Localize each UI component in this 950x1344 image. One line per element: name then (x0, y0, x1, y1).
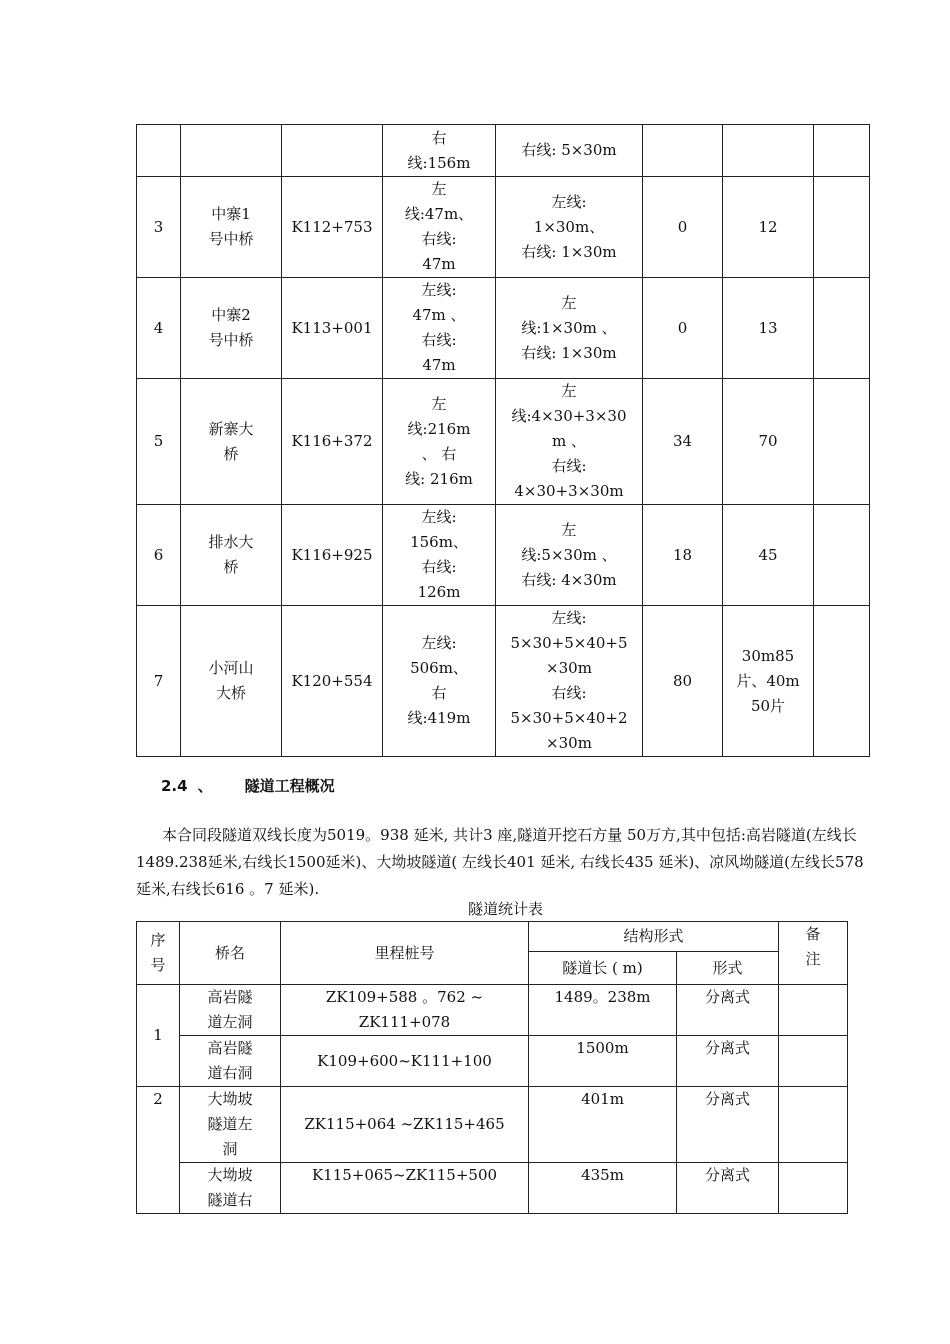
cell-length: 右 线:156m (383, 125, 496, 177)
table-row (137, 606, 870, 757)
cell-col6: 34 (643, 379, 723, 505)
cell-col8 (814, 278, 870, 379)
cell-form: 分离式 (677, 985, 779, 1036)
cell-col8 (814, 379, 870, 505)
cell-form: 分离式 (677, 1036, 779, 1087)
cell-form: 分离式 (677, 1163, 779, 1214)
cell-length: 401m (529, 1087, 677, 1163)
header-length: 隧道长 ( m) (529, 952, 677, 985)
cell-name (181, 125, 282, 177)
cell-col8 (814, 505, 870, 606)
cell-length: 左线: 47m 、 右线: 47m (383, 278, 496, 379)
cell-name: 中寨1 号中桥 (181, 177, 282, 278)
cell-col7 (723, 125, 814, 177)
cell-no: 3 (137, 177, 181, 278)
cell-col7: 70 (723, 379, 814, 505)
cell-length: 1489。238m (529, 985, 677, 1036)
cell-span: 右线: 5×30m (496, 125, 643, 177)
cell-length: 1500m (529, 1036, 677, 1087)
cell-col6 (643, 125, 723, 177)
cell-span: 左线: 1×30m、 右线: 1×30m (496, 177, 643, 278)
cell-remark (779, 985, 848, 1036)
cell-no: 7 (137, 606, 181, 757)
header-form: 形式 (677, 952, 779, 985)
cell-no: 4 (137, 278, 181, 379)
cell-col8 (814, 125, 870, 177)
cell-name: 大坳坡 隧道左 洞 (180, 1087, 281, 1163)
cell-col7: 30m85 片、40m 50片 (723, 606, 814, 757)
cell-col8 (814, 177, 870, 278)
cell-remark (779, 1087, 848, 1163)
cell-span: 左 线:1×30m 、 右线: 1×30m (496, 278, 643, 379)
cell-name: 小河山 大桥 (181, 606, 282, 757)
cell-no: 1 (137, 985, 180, 1087)
cell-station: K116+372 (282, 379, 383, 505)
body-paragraph: 本合同段隧道双线长度为5019。938 延米, 共计3 座,隧道开挖石方量 50万方,其中包括:高岩隧道(左线长1489.238延米,右线长1500延米)、大坳坡隧道( 左线长401 延米, 右线长435 延米)、凉风坳隧道(左线长578 延米,右线长616 。7 延米). (136, 826, 864, 898)
cell-station: K113+001 (282, 278, 383, 379)
header-remark: 备 注 (779, 922, 848, 985)
cell-station: K120+554 (282, 606, 383, 757)
table-row (137, 177, 870, 278)
cell-station: K115+065~ZK115+500 (281, 1163, 529, 1214)
cell-no: 6 (137, 505, 181, 606)
cell-name: 高岩隧 道右洞 (180, 1036, 281, 1087)
cell-station: ZK109+588 。762 ~ ZK111+078 (281, 985, 529, 1036)
cell-name: 排水大 桥 (181, 505, 282, 606)
cell-no: 5 (137, 379, 181, 505)
cell-col7: 13 (723, 278, 814, 379)
cell-name: 高岩隧 道左洞 (180, 985, 281, 1036)
cell-length: 435m (529, 1163, 677, 1214)
cell-col6: 0 (643, 177, 723, 278)
cell-no (137, 125, 181, 177)
cell-span: 左 线:5×30m 、 右线: 4×30m (496, 505, 643, 606)
table-row (137, 379, 870, 505)
cell-name: 大坳坡 隧道右 (180, 1163, 281, 1214)
cell-form: 分离式 (677, 1087, 779, 1163)
section-heading (161, 775, 335, 796)
cell-no: 2 (137, 1087, 180, 1214)
cell-col7: 12 (723, 177, 814, 278)
header-no: 序 号 (137, 922, 180, 985)
cell-col7: 45 (723, 505, 814, 606)
cell-station: K116+925 (282, 505, 383, 606)
cell-name: 新寨大 桥 (181, 379, 282, 505)
table-row (137, 1087, 848, 1163)
section-title: 隧道工程概况 (244, 777, 335, 795)
table-row (137, 278, 870, 379)
table-caption: 隧道统计表 (467, 900, 543, 918)
cell-span: 左 线:4×30+3×30 m 、 右线: 4×30+3×30m (496, 379, 643, 505)
cell-station (282, 125, 383, 177)
cell-length: 左线: 506m、 右 线:419m (383, 606, 496, 757)
table-row (137, 985, 848, 1036)
cell-station: K109+600~K111+100 (281, 1036, 529, 1087)
cell-length: 左 线:216m 、 右 线: 216m (383, 379, 496, 505)
cell-col6: 18 (643, 505, 723, 606)
tunnel-table (136, 921, 848, 1214)
cell-station: ZK115+064 ~ZK115+465 (281, 1087, 529, 1163)
cell-length: 左 线:47m、 右线: 47m (383, 177, 496, 278)
cell-span: 左线: 5×30+5×40+5 ×30m 右线: 5×30+5×40+2 ×30m (496, 606, 643, 757)
cell-col8 (814, 606, 870, 757)
header-station: 里程桩号 (281, 922, 529, 985)
section-number: 2.4 (161, 777, 188, 795)
table-row (137, 505, 870, 606)
cell-length: 左线: 156m、 右线: 126m (383, 505, 496, 606)
cell-col6: 0 (643, 278, 723, 379)
cell-remark (779, 1163, 848, 1214)
cell-name: 中寨2 号中桥 (181, 278, 282, 379)
table-row (137, 1036, 848, 1087)
header-name: 桥名 (180, 922, 281, 985)
section-separator: 、 (197, 777, 213, 795)
cell-station: K112+753 (282, 177, 383, 278)
bridge-table (136, 124, 870, 757)
table-header-row (137, 922, 848, 952)
table-row (137, 125, 870, 177)
table-row (137, 1163, 848, 1214)
header-structure: 结构形式 (529, 922, 779, 952)
cell-remark (779, 1036, 848, 1087)
cell-col6: 80 (643, 606, 723, 757)
